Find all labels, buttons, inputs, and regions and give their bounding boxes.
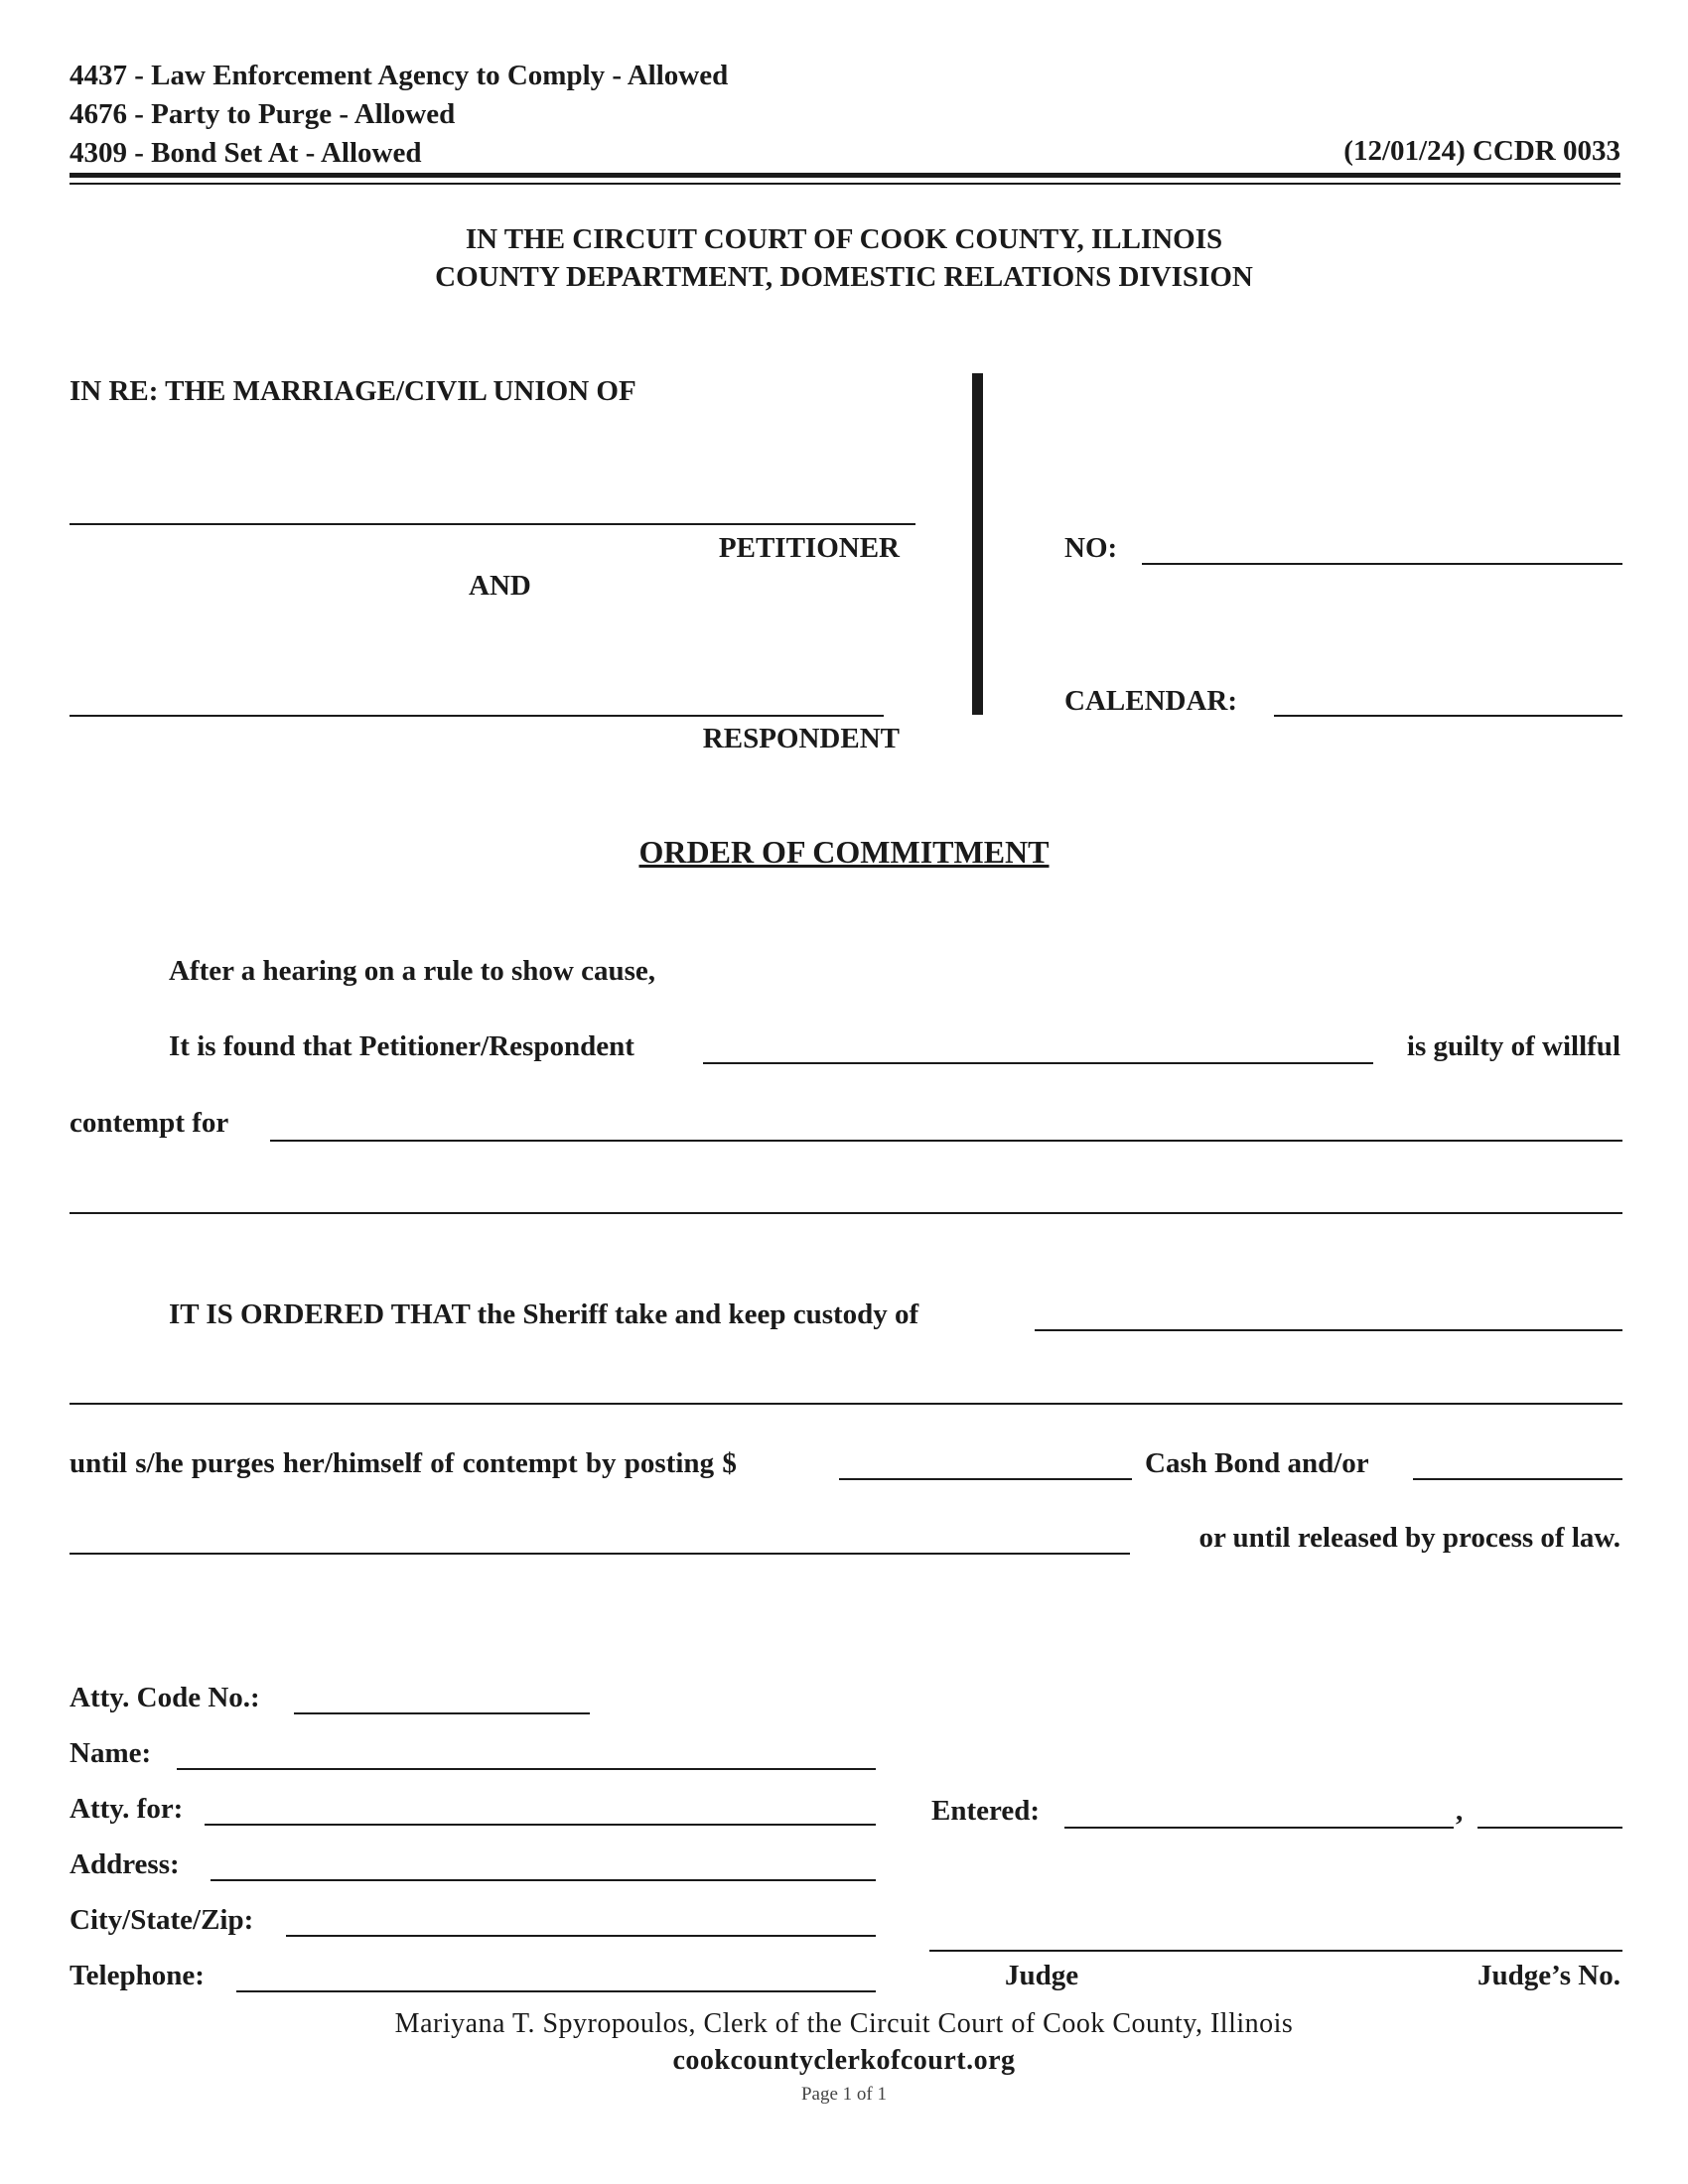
judge-no-label: Judge’s No. <box>1477 1960 1620 1991</box>
release-text: or until released by process of law. <box>1198 1522 1620 1554</box>
release-condition-field[interactable] <box>70 1553 1130 1555</box>
custody-of-field-2[interactable] <box>70 1403 1622 1405</box>
judge-label: Judge <box>1005 1960 1079 1991</box>
case-no-field[interactable] <box>1142 563 1622 565</box>
respondent-label: RESPONDENT <box>702 723 900 754</box>
header-code-4437: 4437 - Law Enforcement Agency to Comply - Allowed <box>70 60 729 91</box>
atty-city-label: City/State/Zip: <box>70 1904 254 1936</box>
entered-date-field[interactable] <box>1064 1827 1454 1829</box>
header-code-4676: 4676 - Party to Purge - Allowed <box>70 98 456 130</box>
petitioner-name-field[interactable] <box>70 523 915 525</box>
atty-city-field[interactable] <box>286 1935 876 1937</box>
atty-for-field[interactable] <box>205 1824 876 1826</box>
header-code-4309: 4309 - Bond Set At - Allowed <box>70 137 422 169</box>
in-re-label: IN RE: THE MARRIAGE/CIVIL UNION OF <box>70 375 636 407</box>
atty-code-label: Atty. Code No.: <box>70 1682 260 1713</box>
footer-clerk: Mariyana T. Spyropoulos, Clerk of the Circuit Court of Cook County, Illinois <box>394 2008 1294 2039</box>
order-title-text: ORDER OF COMMITMENT <box>638 834 1050 870</box>
calendar-label: CALENDAR: <box>1064 685 1237 717</box>
bond-alternative-field[interactable] <box>1413 1478 1622 1480</box>
court-name: IN THE CIRCUIT COURT OF COOK COUNTY, ILLINOIS <box>465 223 1223 255</box>
hearing-text: After a hearing on a rule to show cause, <box>169 955 656 987</box>
judge-signature-field[interactable] <box>929 1950 1622 1952</box>
court-division: COUNTY DEPARTMENT, DOMESTIC RELATIONS DIVISION <box>435 261 1253 293</box>
order-title <box>0 832 1688 872</box>
atty-name-label: Name: <box>70 1737 152 1769</box>
contempt-reason-field-1[interactable] <box>270 1140 1622 1142</box>
cash-bond-text: Cash Bond and/or <box>1145 1447 1369 1479</box>
entered-year-field[interactable] <box>1477 1827 1622 1829</box>
caption-divider <box>972 373 983 715</box>
atty-address-field[interactable] <box>211 1879 876 1881</box>
atty-address-label: Address: <box>70 1848 180 1880</box>
found-prefix-text: It is found that Petitioner/Respondent <box>169 1030 634 1062</box>
atty-name-field[interactable] <box>177 1768 876 1770</box>
atty-code-field[interactable] <box>294 1712 590 1714</box>
contemnor-name-field[interactable] <box>703 1062 1373 1064</box>
atty-phone-field[interactable] <box>236 1990 876 1992</box>
calendar-field[interactable] <box>1274 715 1622 717</box>
case-no-label: NO: <box>1064 532 1118 564</box>
footer-page-number: Page 1 of 1 <box>800 2084 887 2105</box>
respondent-name-field[interactable] <box>70 715 884 717</box>
form-id: (12/01/24) CCDR 0033 <box>1343 135 1620 167</box>
contempt-reason-field-2[interactable] <box>70 1212 1622 1214</box>
contempt-for-label: contempt for <box>70 1107 229 1139</box>
header-rule-thin <box>70 183 1620 185</box>
atty-for-label: Atty. for: <box>70 1793 184 1825</box>
entered-label: Entered: <box>931 1795 1041 1827</box>
atty-phone-label: Telephone: <box>70 1960 205 1991</box>
entered-comma: , <box>1456 1795 1464 1827</box>
ordered-text: IT IS ORDERED THAT the Sheriff take and keep custody of <box>169 1298 919 1330</box>
found-suffix-text: is guilty of willful <box>1406 1030 1620 1062</box>
petitioner-label: PETITIONER <box>718 532 900 564</box>
and-label: AND <box>469 570 531 602</box>
bond-amount-field[interactable] <box>839 1478 1132 1480</box>
header-rule-thick <box>70 173 1620 178</box>
footer-website[interactable]: cookcountyclerkofcourt.org <box>672 2045 1016 2076</box>
custody-of-field-1[interactable] <box>1035 1329 1622 1331</box>
purge-prefix-text: until s/he purges her/himself of contempt by posting $ <box>70 1447 737 1479</box>
